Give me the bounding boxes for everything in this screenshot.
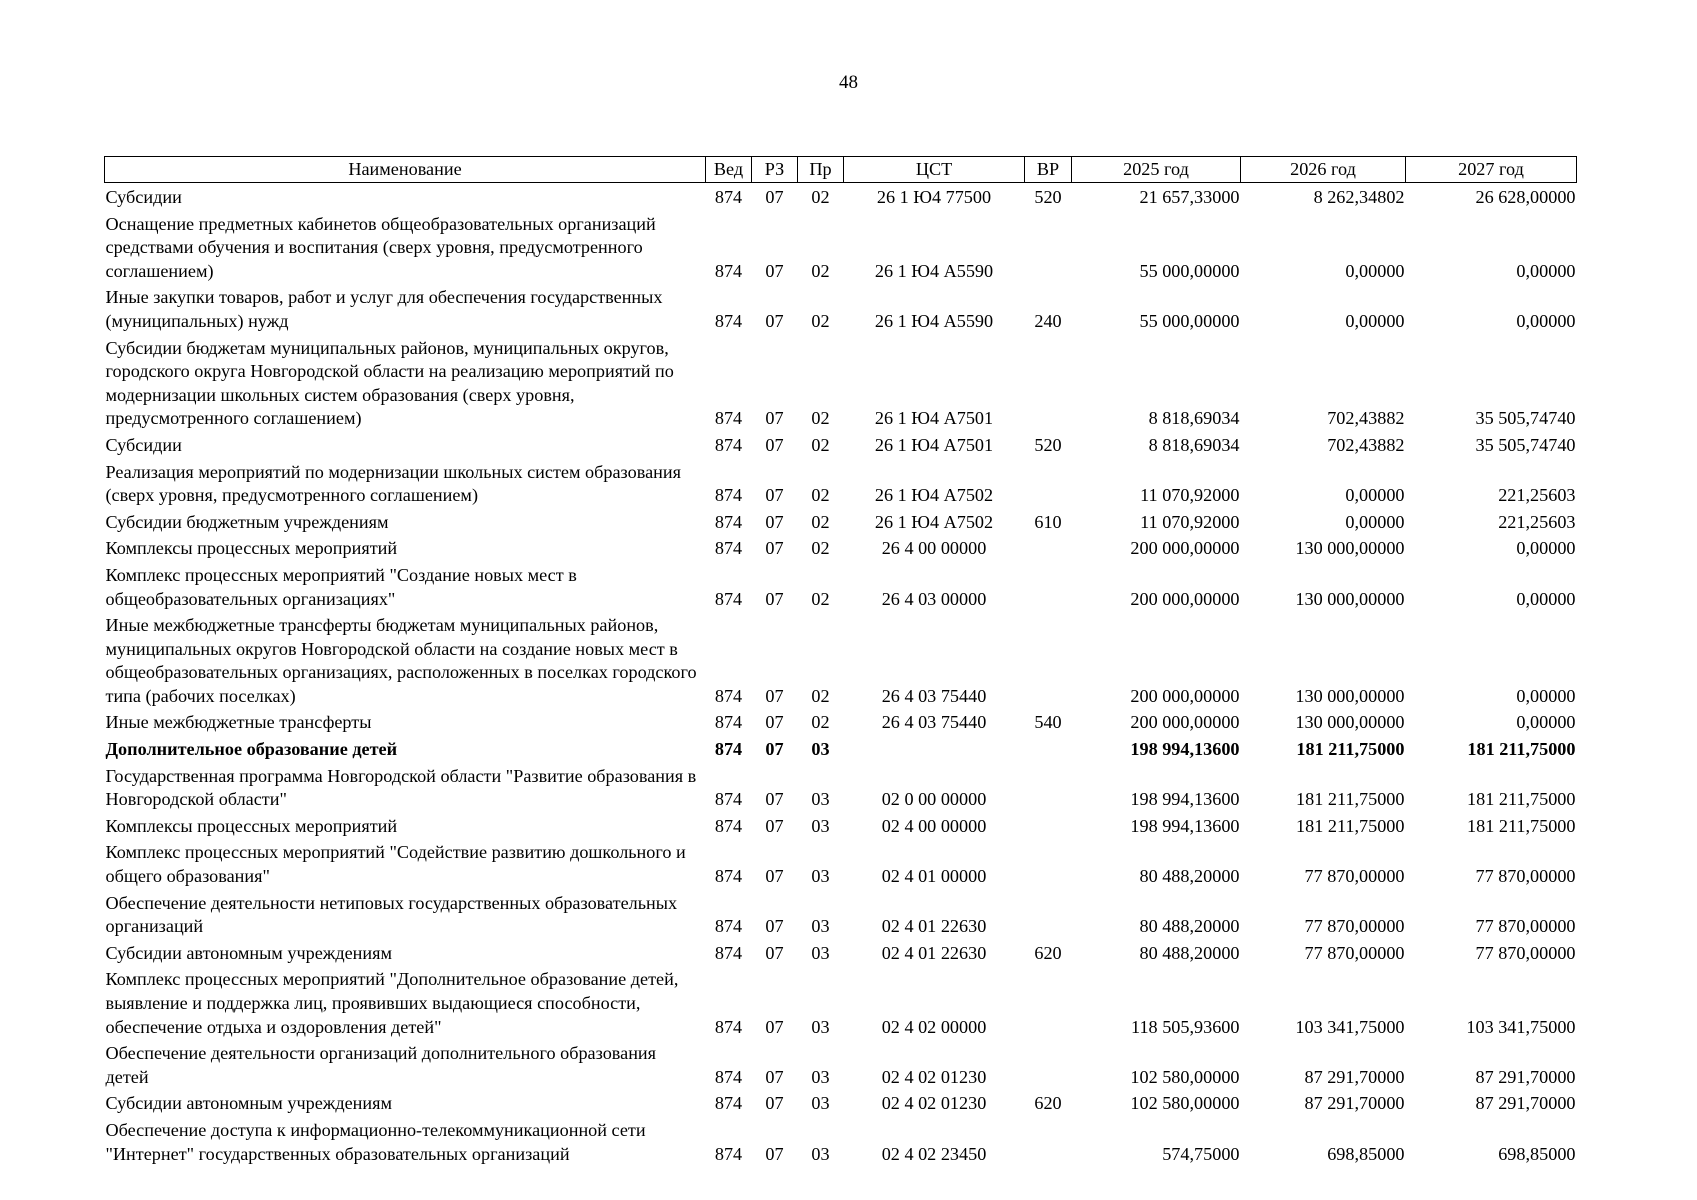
cell-rz: 07 [765, 260, 784, 281]
cell-2025: 21 657,33000 [1139, 187, 1240, 207]
cell-rz: 07 [765, 1016, 784, 1037]
cell-vr [1025, 735, 1072, 762]
cell-ved: 874 [714, 434, 743, 455]
cell-pr: 02 [811, 538, 830, 559]
cell-pr: 03 [811, 815, 830, 836]
cell-pr: 02 [811, 685, 830, 706]
cell-2026: 181 211,75000 [1296, 815, 1405, 836]
cell-ved: 874 [714, 1143, 743, 1164]
table-row [105, 508, 1577, 535]
cell-vr: 540 [1034, 712, 1062, 733]
cell-2026: 103 341,75000 [1295, 1016, 1405, 1037]
cell-rz: 07 [765, 538, 784, 559]
cell-name: Обеспечение деятельности организаций дополнительного образования детей [105, 1043, 657, 1087]
table-row [105, 611, 1577, 708]
cell-vr: 520 [1034, 434, 1062, 455]
cell-vr [1025, 611, 1072, 708]
cell-rz: 07 [765, 588, 784, 609]
table-row [105, 534, 1577, 561]
cell-2025: 55 000,00000 [1139, 310, 1240, 331]
cell-2026: 87 291,70000 [1304, 1093, 1405, 1114]
cell-2027: 0,00000 [1516, 685, 1576, 706]
cell-ved: 874 [714, 916, 743, 937]
cell-cst: 26 1 Ю4 А7501 [874, 408, 994, 429]
cell-2025: 200 000,00000 [1130, 685, 1240, 706]
cell-pr: 03 [811, 1016, 830, 1037]
cell-2027: 77 870,00000 [1475, 866, 1576, 887]
cell-2027: 77 870,00000 [1475, 942, 1576, 963]
cell-2027: 0,00000 [1516, 712, 1576, 733]
cell-cst: 26 4 03 00000 [881, 588, 987, 609]
cell-rz: 07 [765, 408, 784, 429]
cell-vr: 520 [1034, 187, 1062, 207]
cell-name: Субсидии автономным учреждениям [105, 1093, 393, 1114]
cell-rz: 07 [765, 942, 784, 963]
cell-2025: 80 488,20000 [1139, 916, 1240, 937]
cell-ved: 874 [714, 310, 743, 331]
cell-ved: 874 [714, 1093, 743, 1114]
cell-cst: 02 4 01 22630 [881, 942, 987, 963]
cell-pr: 03 [811, 1143, 830, 1164]
cell-rz: 07 [765, 310, 784, 331]
cell-2027: 35 505,74740 [1475, 408, 1576, 429]
cell-cst: 02 4 02 01230 [881, 1066, 987, 1087]
cell-cst: 26 4 00 00000 [881, 538, 987, 559]
table-row [105, 812, 1577, 839]
cell-cst: 26 1 Ю4 77500 [876, 187, 992, 207]
cell-rz: 07 [765, 866, 784, 887]
cell-2025: 8 818,69034 [1148, 408, 1240, 429]
cell-pr: 02 [811, 588, 830, 609]
cell-ved: 874 [714, 260, 743, 281]
cell-name: Иные межбюджетные трансферты [105, 712, 372, 733]
cell-ved: 874 [714, 1066, 743, 1087]
cell-pr: 03 [811, 866, 830, 887]
cell-ved: 874 [714, 815, 743, 836]
cell-pr: 02 [811, 310, 830, 331]
cell-vr [1025, 561, 1072, 611]
header-2025: 2025 год [1072, 157, 1241, 183]
cell-name: Комплекс процессных мероприятий "Создание новых мест в общеобразовательных организациях" [105, 564, 577, 609]
cell-rz: 07 [765, 815, 784, 836]
cell-2025: 200 000,00000 [1130, 588, 1240, 609]
cell-name: Дополнительное образование детей [105, 739, 398, 760]
header-ved: Вед [706, 157, 752, 183]
cell-name: Иные закупки товаров, работ и услуг для обеспечения государственных (муниципальных) нужд [105, 287, 663, 331]
cell-pr: 02 [811, 408, 830, 429]
cell-2025: 118 505,93600 [1131, 1016, 1240, 1037]
cell-2027: 0,00000 [1516, 310, 1576, 331]
cell-ved: 874 [714, 739, 743, 760]
cell-rz: 07 [765, 1066, 784, 1087]
header-cst: ЦСТ [844, 157, 1025, 183]
cell-pr: 02 [811, 187, 830, 207]
cell-pr: 02 [811, 712, 830, 733]
cell-cst: 02 4 02 01230 [881, 1093, 987, 1114]
cell-cst: 02 4 01 00000 [881, 866, 987, 887]
cell-name: Реализация мероприятий по модернизации школьных систем образования (сверх уровня, предусмотренного соглашением) [105, 461, 681, 506]
cell-ved: 874 [714, 511, 743, 532]
table-row [105, 334, 1577, 431]
cell-2027: 698,85000 [1498, 1143, 1576, 1164]
header-2026: 2026 год [1241, 157, 1406, 183]
cell-ved: 874 [714, 685, 743, 706]
cell-pr: 03 [811, 916, 830, 937]
cell-vr [1025, 889, 1072, 939]
cell-vr: 610 [1034, 511, 1062, 532]
cell-2027: 35 505,74740 [1475, 434, 1576, 455]
cell-name: Комплексы процессных мероприятий [105, 815, 398, 836]
cell-cst: 02 4 02 00000 [881, 1016, 987, 1037]
cell-2026: 77 870,00000 [1304, 866, 1405, 887]
table-row [105, 431, 1577, 458]
table-row [105, 1039, 1577, 1089]
cell-cst: 02 4 02 23450 [881, 1143, 987, 1164]
cell-cst: 02 4 00 00000 [881, 815, 987, 836]
header-pr: Пр [798, 157, 844, 183]
table-row [105, 939, 1577, 966]
cell-rz: 07 [765, 1143, 784, 1164]
cell-ved: 874 [714, 538, 743, 559]
cell-2026: 8 262,34802 [1313, 187, 1405, 207]
cell-vr [1025, 838, 1072, 888]
cell-cst: 26 4 03 75440 [881, 712, 987, 733]
cell-name: Субсидии [105, 434, 182, 455]
cell-ved: 874 [714, 588, 743, 609]
table-row [105, 283, 1577, 333]
cell-name: Субсидии [105, 187, 182, 207]
cell-pr: 02 [811, 434, 830, 455]
cell-2027: 0,00000 [1516, 588, 1576, 609]
cell-2026: 77 870,00000 [1304, 942, 1405, 963]
cell-name: Государственная программа Новгородской области "Развитие образования в Новгородской области" [105, 765, 697, 810]
cell-pr: 03 [811, 942, 830, 963]
cell-rz: 07 [765, 187, 784, 207]
cell-rz: 07 [765, 685, 784, 706]
table-row [105, 1089, 1577, 1116]
cell-2025: 80 488,20000 [1139, 942, 1240, 963]
cell-ved: 874 [714, 789, 743, 810]
table-row [105, 561, 1577, 611]
table-row [105, 458, 1577, 508]
cell-pr: 03 [811, 1093, 830, 1114]
cell-ved: 874 [714, 1016, 743, 1037]
cell-name: Субсидии автономным учреждениям [105, 942, 393, 963]
cell-pr: 02 [811, 511, 830, 532]
cell-vr [1025, 1039, 1072, 1089]
header-vr: ВР [1025, 157, 1072, 183]
cell-name: Комплекс процессных мероприятий "Содействие развитию дошкольного и общего образования" [105, 842, 686, 887]
cell-rz: 07 [765, 511, 784, 532]
cell-2027: 181 211,75000 [1467, 815, 1576, 836]
cell-vr [1025, 965, 1072, 1039]
cell-2025: 198 994,13600 [1130, 815, 1240, 836]
cell-ved: 874 [714, 942, 743, 963]
cell-name: Комплексы процессных мероприятий [105, 538, 398, 559]
cell-vr [1025, 534, 1072, 561]
cell-pr: 02 [811, 485, 830, 506]
cell-pr: 03 [811, 739, 830, 760]
cell-cst [844, 735, 1025, 762]
cell-vr [1025, 1116, 1072, 1166]
cell-2025: 198 994,13600 [1130, 739, 1240, 760]
cell-cst: 26 4 03 75440 [881, 685, 987, 706]
cell-rz: 07 [765, 712, 784, 733]
cell-2026: 130 000,00000 [1295, 712, 1405, 733]
cell-pr: 03 [811, 1066, 830, 1087]
cell-2026: 0,00000 [1345, 511, 1405, 532]
page-number: 48 [839, 72, 858, 93]
cell-vr: 620 [1034, 1093, 1062, 1114]
header-name: Наименование [105, 157, 706, 183]
cell-name: Оснащение предметных кабинетов общеобразовательных организаций средствами обучения и воспитания (сверх уровня, предусмотренного соглашением) [105, 213, 656, 281]
cell-2026: 77 870,00000 [1304, 916, 1405, 937]
cell-2025: 200 000,00000 [1130, 538, 1240, 559]
cell-cst: 02 0 00 00000 [881, 789, 987, 810]
cell-ved: 874 [714, 485, 743, 506]
cell-pr: 03 [811, 789, 830, 810]
table-header [105, 157, 1577, 183]
cell-2027: 26 628,00000 [1475, 187, 1576, 207]
cell-2025: 574,75000 [1162, 1143, 1240, 1164]
header-2027: 2027 год [1406, 157, 1577, 183]
cell-vr: 620 [1034, 942, 1062, 963]
cell-2025: 8 818,69034 [1148, 434, 1240, 455]
cell-vr [1025, 210, 1072, 284]
cell-2027: 181 211,75000 [1467, 739, 1576, 760]
cell-2026: 181 211,75000 [1296, 739, 1405, 760]
budget-table [104, 156, 1577, 1166]
cell-cst: 26 1 Ю4 А7502 [874, 511, 994, 532]
cell-name: Иные межбюджетные трансферты бюджетам муниципальных районов, муниципальных округов Новгородской области на создание новых мест в общеобразовательных организациях, расположенных в поселках городского типа (рабочих поселках) [105, 615, 697, 706]
cell-2027: 0,00000 [1516, 260, 1576, 281]
table-row [105, 838, 1577, 888]
cell-pr: 02 [811, 260, 830, 281]
cell-name: Комплекс процессных мероприятий "Дополнительное образование детей, выявление и поддержка лиц, проявивших выдающиеся способности, обеспечение отдыха и оздоровления детей" [105, 969, 679, 1037]
cell-2027: 103 341,75000 [1466, 1016, 1576, 1037]
cell-name: Субсидии бюджетным учреждениям [105, 511, 389, 532]
table-row [105, 762, 1577, 812]
cell-2027: 221,25603 [1498, 485, 1576, 506]
cell-2027: 0,00000 [1516, 538, 1576, 559]
cell-vr [1025, 812, 1072, 839]
table-row [105, 1116, 1577, 1166]
cell-2025: 200 000,00000 [1130, 712, 1240, 733]
cell-ved: 874 [714, 187, 743, 207]
cell-name: Обеспечение доступа к информационно-телекоммуникационной сети "Интернет" государственных образовательных организаций [105, 1119, 646, 1164]
cell-ved: 874 [714, 712, 743, 733]
table-row [105, 965, 1577, 1039]
cell-2026: 87 291,70000 [1304, 1066, 1405, 1087]
cell-cst: 26 1 Ю4 А5590 [874, 260, 994, 281]
cell-ved: 874 [714, 408, 743, 429]
cell-ved: 874 [714, 866, 743, 887]
cell-2027: 181 211,75000 [1467, 789, 1576, 810]
table-body [105, 183, 1577, 1167]
cell-vr [1025, 762, 1072, 812]
cell-2027: 77 870,00000 [1475, 916, 1576, 937]
cell-2027: 221,25603 [1498, 511, 1576, 532]
cell-rz: 07 [765, 789, 784, 810]
cell-2027: 87 291,70000 [1475, 1093, 1576, 1114]
cell-2026: 702,43882 [1327, 434, 1405, 455]
cell-name: Обеспечение деятельности нетиповых государственных образовательных организаций [105, 892, 678, 937]
cell-rz: 07 [765, 485, 784, 506]
cell-2026: 130 000,00000 [1295, 685, 1405, 706]
cell-cst: 02 4 01 22630 [881, 916, 987, 937]
cell-2025: 198 994,13600 [1130, 789, 1240, 810]
cell-2026: 130 000,00000 [1295, 588, 1405, 609]
cell-2026: 0,00000 [1345, 485, 1405, 506]
cell-2026: 181 211,75000 [1296, 789, 1405, 810]
cell-cst: 26 1 Ю4 А5590 [874, 310, 994, 331]
cell-cst: 26 1 Ю4 А7502 [874, 485, 994, 506]
cell-2026: 702,43882 [1327, 408, 1405, 429]
cell-2025: 80 488,20000 [1139, 866, 1240, 887]
cell-2026: 130 000,00000 [1295, 538, 1405, 559]
header-rz: РЗ [752, 157, 798, 183]
table-row [105, 708, 1577, 735]
cell-rz: 07 [765, 434, 784, 455]
cell-2025: 55 000,00000 [1139, 260, 1240, 281]
cell-2025: 11 070,92000 [1140, 485, 1240, 506]
cell-rz: 07 [765, 739, 784, 760]
cell-vr [1025, 334, 1072, 431]
cell-rz: 07 [765, 916, 784, 937]
table-row [105, 889, 1577, 939]
cell-rz: 07 [765, 1093, 784, 1114]
cell-2025: 11 070,92000 [1140, 511, 1240, 532]
cell-2025: 102 580,00000 [1130, 1066, 1240, 1087]
table-row [105, 183, 1577, 210]
cell-cst: 26 1 Ю4 А7501 [874, 434, 994, 455]
table-row [105, 735, 1577, 762]
table-row [105, 210, 1577, 284]
cell-2027: 87 291,70000 [1475, 1066, 1576, 1087]
cell-2026: 0,00000 [1345, 310, 1405, 331]
cell-2026: 698,85000 [1327, 1143, 1405, 1164]
cell-2025: 102 580,00000 [1130, 1093, 1240, 1114]
cell-name: Субсидии бюджетам муниципальных районов, муниципальных округов, городского округа Новгородской области на реализацию мероприятий по модернизации школьных систем образования (сверх уровня, предусмотренного соглашением) [105, 337, 674, 429]
cell-2026: 0,00000 [1345, 260, 1405, 281]
cell-vr [1025, 458, 1072, 508]
cell-vr: 240 [1034, 310, 1062, 331]
